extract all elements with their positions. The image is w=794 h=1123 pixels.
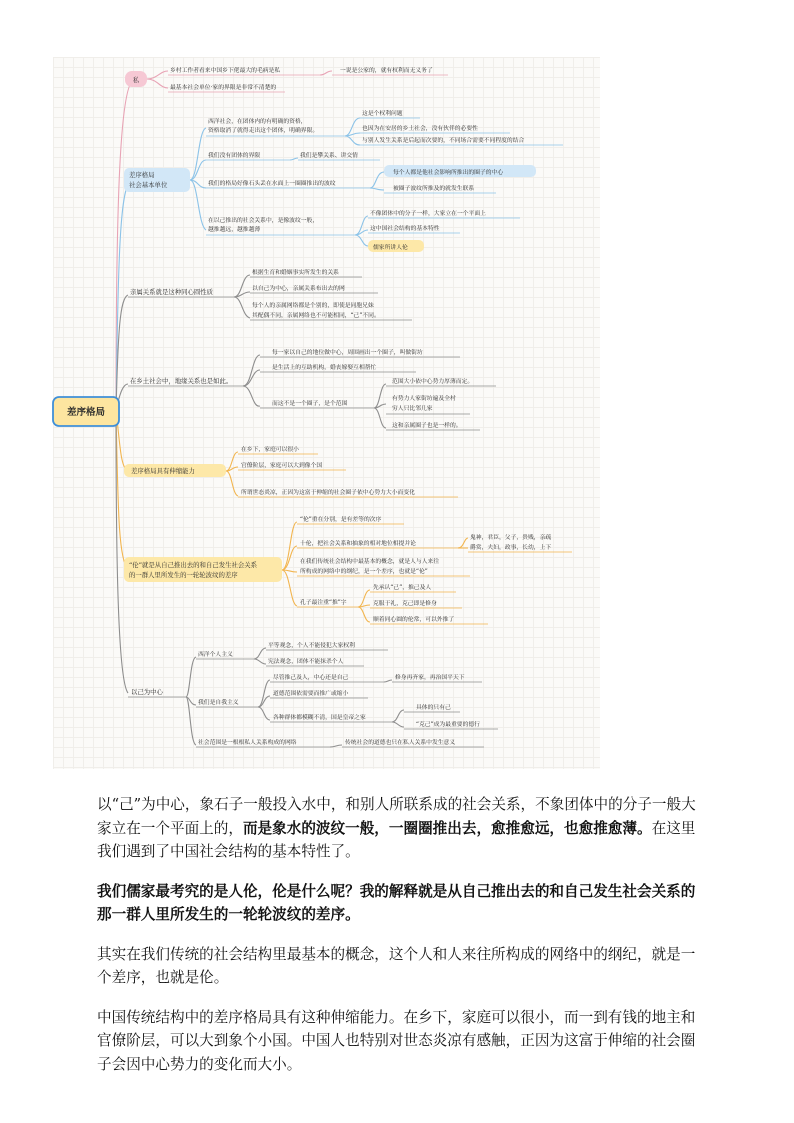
stone-ripple: 我们的格局好像石头丢在水面上一圈圈推出的波纹 [208,181,336,187]
p1-bold: 而是象水的波纹一般，一圈圈推出去，愈推愈远，也愈推愈薄。 [242,819,652,837]
ripple-thinner: 在以己推出的社会关系中，是像波纹一般， [208,218,319,224]
paragraph-elastic: 中国传统结构中的差序格局具有这种伸缩能力。在乡下，家庭可以很小，而一到有钱的地主和官僚阶层，可以大到象个小国。中国人也特别对世态炎凉有感触，正因为这富于伸缩的社会圈子会因中心势力的变化而大小。 [97,1008,696,1073]
self-discipline: 克服于礼，克己即是修身 [373,601,437,607]
basic-trait: 这中国社会结构的基本特性 [370,226,440,232]
cultivate-govern: 修身再齐家，再治国平天下 [395,675,465,681]
secondary-relations: 与别人发生关系是后起而次要的，不同场合需要不同程度的结合 [362,138,525,144]
range-not-circle: 而这不是一个圈子，是个范围 [272,401,348,407]
kin-individual: 每个人的亲属网络都是个别的，即使是同胞兄妹 [252,303,374,309]
branch-elastic[interactable] [124,445,458,497]
paragraph-basic-concept: 其实在我们传统的社会结构里最基本的概念，这个人和人来往所构成的网络中的纲纪，就是一个差序，也就是伦。 [97,945,696,986]
branch-lun[interactable] [124,515,572,624]
west-membership: 西洋社会，在团体内的有明确的资格， [208,119,307,125]
paragraph-ripple [97,793,699,864]
branch-kinship-label: 亲属关系就是这种同心圆性质 [130,288,214,296]
ten-lun-list-2: 爵赏，夫妇，政事，长幼，上下 [470,545,552,551]
p1-part-a: 以“己”为中心，象石子一般投入水中，和别人所联系成的社会关系，不象团体中的分子一般大家立在一个平面上的， [97,796,696,837]
root-label: 差序格局 [66,407,106,418]
equality: 平等观念，个人不能侵犯大家权利 [268,643,355,649]
basic-concept: 在我们传统社会结构中最基本的概念，就是人与人来往 [300,559,440,565]
big-family: 官僚阶层，家庭可以大到像个国 [241,463,323,469]
private-family-boundary: 最基本社会单位·家的界限是非常不清楚的 [170,85,277,91]
ten-lun-list-1: 鬼神，君臣，父子，贵贱，亲疏 [470,535,552,541]
neighborhood: 每一家以自己的地位做中心，周围画出一个圈子，叫做街坊 [272,350,423,356]
branch-self-center[interactable] [128,641,498,747]
lun-distinction: “伦”重在分别，是有差等的次序 [300,517,382,523]
fickle-world: 所谓世态炎凉，正因为这富于伸缩的社会圈子依中心势力大小而变化 [241,490,415,496]
private-peasant-selfish: 乡村工作者看来中国乡下佬最大的毛病是私 [170,68,281,74]
egoism: 我们是自我主义 [198,700,239,706]
branch-self-center-label: 以己为中心 [131,688,163,696]
rights-issue: 这是个权利问题 [362,111,403,117]
private-public-no-duty: 一说是公家的，就有权利而无义务了 [340,68,433,74]
root-node[interactable] [53,397,119,426]
same-as-kin: 这和亲属圈子也是一样的。 [392,423,462,429]
push-self: 先承认“己”，推己及人 [373,585,432,591]
branch-locality-label: 在乡土社会中，地缘关系也是如此。 [130,377,233,385]
range-depends: 范围大小依中心势力厚薄而定。 [392,379,474,385]
paragraph-lun [97,880,699,927]
p2-bold: 我们儒家最考究的是人伦，伦是什么呢？我的解释就是从自己推出去的和自己发生社会关系的那一群人里所发生的一轮轮波纹的差序。 [97,882,696,923]
private-network: 社会范围是一根根私人关系构成的网络 [198,740,297,746]
kin-spouse: 其配偶不同，亲属网络也不可能相同，“己”不同。 [252,313,380,319]
not-flat-plane: 不像团体中的分子一样，大家立在一个平面上 [370,211,486,217]
push-word: 孔子最注重“推”字 [300,600,347,606]
branch-kinship[interactable] [128,268,412,320]
rich-village: 有势力人家街坊遍及全村 [392,396,456,402]
branch-locality[interactable] [128,348,496,430]
morality-range: 道德范围依需要而推广或缩小 [273,691,349,697]
no-group-boundary: 我们没有团体的界限 [208,153,261,159]
branch-lun-label: “伦”就是从自己推出去的和自己发生社会关系 [129,561,258,569]
constitution: 宪法观念，团体不能抹杀个人 [268,659,344,665]
no-partner-need: 也因为在安居的乡土社会，没有伙伴的必要性 [362,126,478,132]
only-self: 具体的只有己 [416,705,451,711]
west-membership-2: 资格取消了就得走出这个团体，明确界限。 [208,128,319,134]
basic-concept-2: 所构成的网络中的纲纪，是一个差序，也就是“伦” [300,569,428,575]
ripple-connection: 被圈子波纹所推及的就发生联系 [393,186,475,192]
branch-structure-label2: 社会基本单位 [129,181,168,189]
vague-groups: 各种群体都模糊不清，国是皇帝之家 [273,715,366,721]
self-restraint: “克己”成为最重要的德行 [416,722,480,728]
confucian-ethics: 儒家所讲人伦 [373,245,408,251]
pull-relations: 我们是攀关系、讲交情 [300,153,358,159]
western-individualism: 西洋个人主义 [198,652,233,658]
ten-lun: 十伦，把社会关系和抽象的相对地位相提并论 [300,541,416,547]
mutual-aid: 是生活上的互助机构，婚丧嫁娶互相帮忙 [272,365,377,371]
p1-part-c: 在这里我们遇到了中国社会结构的基本特性了。 [97,819,696,860]
branch-structure[interactable] [124,109,563,252]
ripple-thinner-2: 越推越远，越推越薄 [208,227,261,233]
concentric-ethics: 顺着同心圆的伦常，可以外推了 [373,617,455,623]
self-still-center: 尽管推己及人，中心还是自己 [273,675,349,681]
kin-birth-marriage: 根据生育和婚姻事实所发生的关系 [252,270,339,276]
branch-elastic-label: 差序格局具有伸缩能力 [131,467,195,475]
branch-structure-label: 差序格局 [129,171,155,179]
article-body [97,793,699,1092]
small-family: 在乡下，家庭可以很小 [241,447,299,453]
each-center: 每个人都是他社会影响所推出的圈子的中心 [393,170,504,176]
traditional-morality: 传统社会的道德也只在私人关系中发生意义 [345,740,456,746]
poor-neighbors: 穷人只比邻几家 [392,406,433,412]
branch-private-label: 私 [132,76,140,84]
branch-lun-label2: 的一群人里所发生的一轮轮波纹的差序 [129,571,238,579]
branch-private[interactable] [125,66,448,92]
kin-self-net: 以自己为中心，亲属关系布出去的网 [252,286,345,292]
